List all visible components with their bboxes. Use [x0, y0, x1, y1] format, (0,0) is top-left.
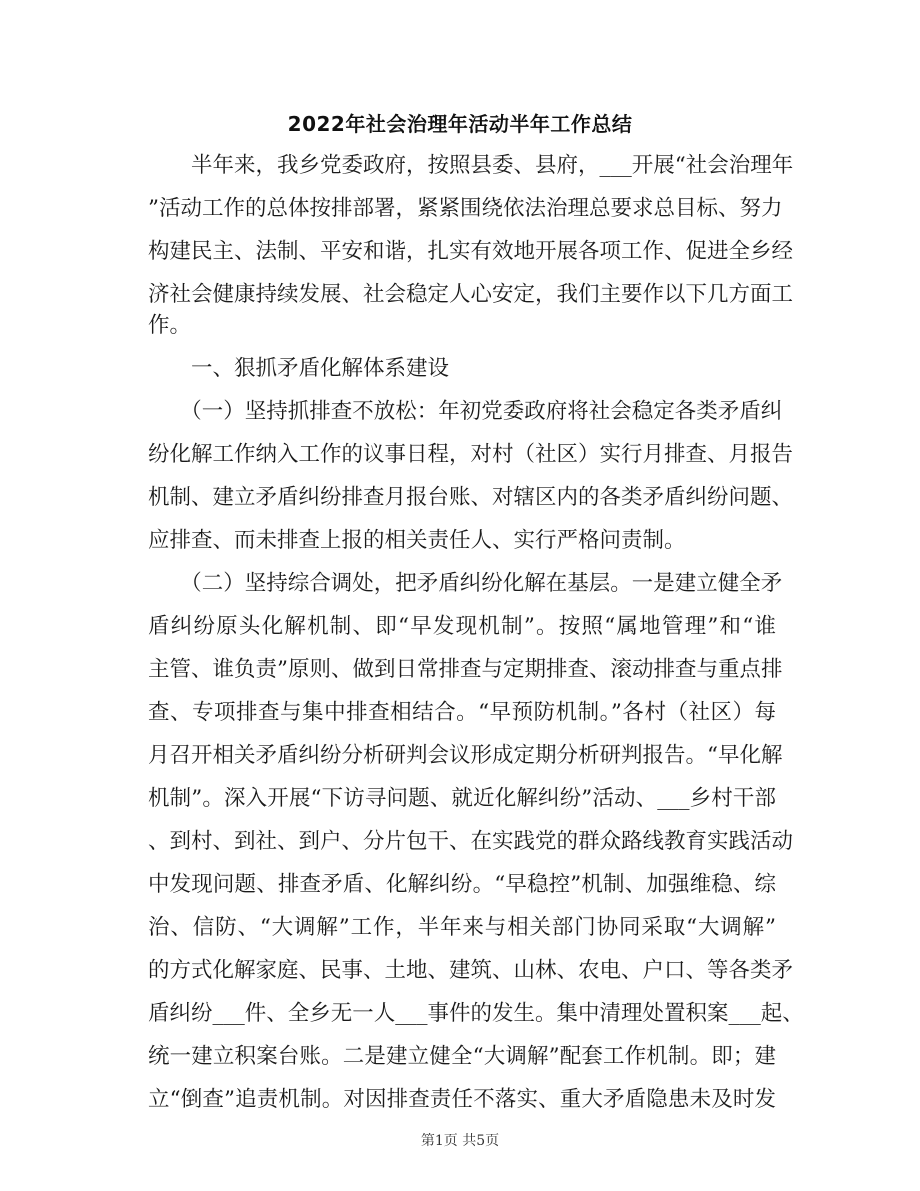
body-line: ”活动工作的总体按排部署，紧紧围绕依法治理总要求总目标、努力 [148, 196, 783, 221]
body-line: 作。 [148, 313, 192, 338]
body-line: 机制、建立矛盾纠纷排查月报台账、对辖区内的各类矛盾纠纷问题、 [148, 485, 794, 510]
body-line: 的方式化解家庭、民事、土地、建筑、山林、农电、户口、等各类矛 [148, 958, 794, 983]
body-line: 查、专项排查与集中排查相结合。“早预防机制。”各村（社区）每 [148, 700, 776, 725]
body-line: 主管、谁负责”原则、做到日常排查与定期排查、滚动排查与重点排 [148, 657, 783, 682]
body-line: （一）坚持抓排查不放松：年初党委政府将社会稳定各类矛盾纠 [148, 399, 783, 424]
body-line: 统一建立积案台账。二是建立健全“大调解”配套工作机制。即；建 [148, 1044, 776, 1069]
body-line: 中发现问题、排查矛盾、化解纠纷。“早稳控”机制、加强维稳、综 [148, 872, 776, 897]
body-line: （二）坚持综合调处，把矛盾纠纷化解在基层。一是建立健全矛 [148, 571, 783, 596]
body-line: 治、信防、“大调解”工作，半年来与相关部门协同采取“大调解” [148, 915, 776, 940]
body-line: 构建民主、法制、平安和谐，扎实有效地开展各项工作、促进全乡经 [148, 239, 794, 264]
section-heading: 一、狠抓矛盾化解体系建设 [148, 356, 450, 381]
body-line: 济社会健康持续发展、社会稳定人心安定，我们主要作以下几方面工 [148, 282, 794, 307]
body-line: 半年来，我乡党委政府，按照县委、县府，___开展“社会治理年 [148, 153, 794, 178]
body-line: 纷化解工作纳入工作的议事日程，对村（社区）实行月排查、月报告 [148, 442, 794, 467]
body-line: 、到村、到社、到户、分片包干、在实践党的群众路线教育实践活动 [148, 829, 794, 854]
page-number: 第1页 共5页 [420, 1133, 500, 1149]
body-line: 机制”。深入开展“下访寻问题、就近化解纠纷”活动、___乡村干部 [148, 786, 776, 811]
body-line: 盾纠纷___件、全乡无一人___事件的发生。集中清理处置积案___起、 [148, 1001, 804, 1026]
document-title: 2022年社会治理年活动半年工作总结 [287, 112, 633, 136]
body-line: 盾纠纷原头化解机制、即“早发现机制”。按照“属地管理”和“谁 [148, 614, 776, 639]
body-line: 立“倒查”追责机制。对因排查责任不落实、重大矛盾隐患未及时发 [148, 1087, 776, 1112]
body-line: 月召开相关矛盾纠纷分析研判会议形成定期分析研判报告。“早化解 [148, 743, 783, 768]
body-line: 应排查、而未排查上报的相关责任人、实行严格问责制。 [148, 528, 686, 553]
